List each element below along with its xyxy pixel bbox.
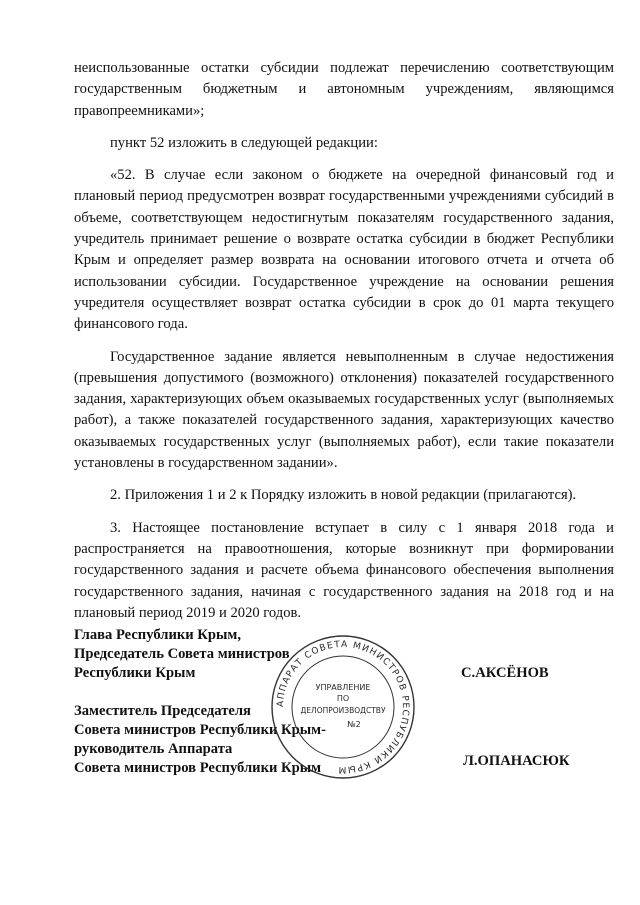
signature-title-line: Совета министров Республики Крым- [74,722,326,738]
paragraph-state-task: Государственное задание является невыполненным в случае недостижения (превышения допустимого (возможного) отклонения) показателей государственного задания, характеризующих объем оказываемых государственных услуг (выполняемых работ), а также показателей государственного задания, характеризующих качество оказываемых государственных услуг (выполняемых работ), если такие показатели установлены в государственном задании». [74,348,614,472]
signature-block-head [74,626,290,683]
official-stamp [268,632,418,782]
paragraph-item-52: «52. В случае если законом о бюджете на очередной финансовый год и плановый период предусмотрен возврат государственными учреждениями субсидий в объеме, соответствующем недостигнутым показателям государственного задания, учредитель принимает решение о возврате остатка субсидии в бюджет Республики Крым и определяет размер возврата на основании итогового отчета и отчета об использовании субсидии. Государственное учреждение на основании решения учредителя осуществляет возврат остатка субсидии в срок до 01 марта текущего финансового года. [74,167,614,333]
signature-title-line: Глава Республики Крым, [74,627,241,643]
signature-name-head: С.АКСЁНОВ [461,665,549,681]
stamp-line-3: ДЕЛОПРОИЗВОДСТВУ [300,706,386,715]
signature-name-deputy: Л.ОПАНАСЮК [463,753,570,769]
stamp-line-1: УПРАВЛЕНИЕ [315,683,371,692]
signature-title-line: Председатель Совета министров [74,646,290,662]
stamp-line-2: ПО [336,694,350,703]
signature-title-line: руководитель Аппарата [74,741,233,757]
paragraph-item-52-intro: пункт 52 изложить в следующей редакции: [110,134,378,151]
stamp-ring-text: АППАРАТ СОВЕТА МИНИСТРОВ РЕСПУБЛИКИ КРЫМ [275,639,411,775]
signature-title-line: Заместитель Председателя [74,703,251,719]
paragraph-clause-2: 2. Приложения 1 и 2 к Порядку изложить в новой редакции (прилагаются). [110,487,577,504]
paragraph-continuation: неиспользованные остатки субсидии подлежат перечислению соответствующим государственным бюджетным и автономным учреждениям, являющимся правопреемниками»; [74,60,614,119]
signature-title-line: Республики Крым [74,665,196,681]
signature-title-line: Совета министров Республики Крым [74,760,322,776]
stamp-number: №2 [347,720,361,729]
paragraph-clause-3: 3. Настоящее постановление вступает в силу с 1 января 2018 года и распространяется на правоотношения, которые возникнут при формировании государственного задания и расчете объема финансового обеспечения выполнения государственного задания, начиная с государственного задания на 2018 год и на плановый период 2019 и 2020 годов. [74,519,614,621]
document-body [74,58,614,624]
